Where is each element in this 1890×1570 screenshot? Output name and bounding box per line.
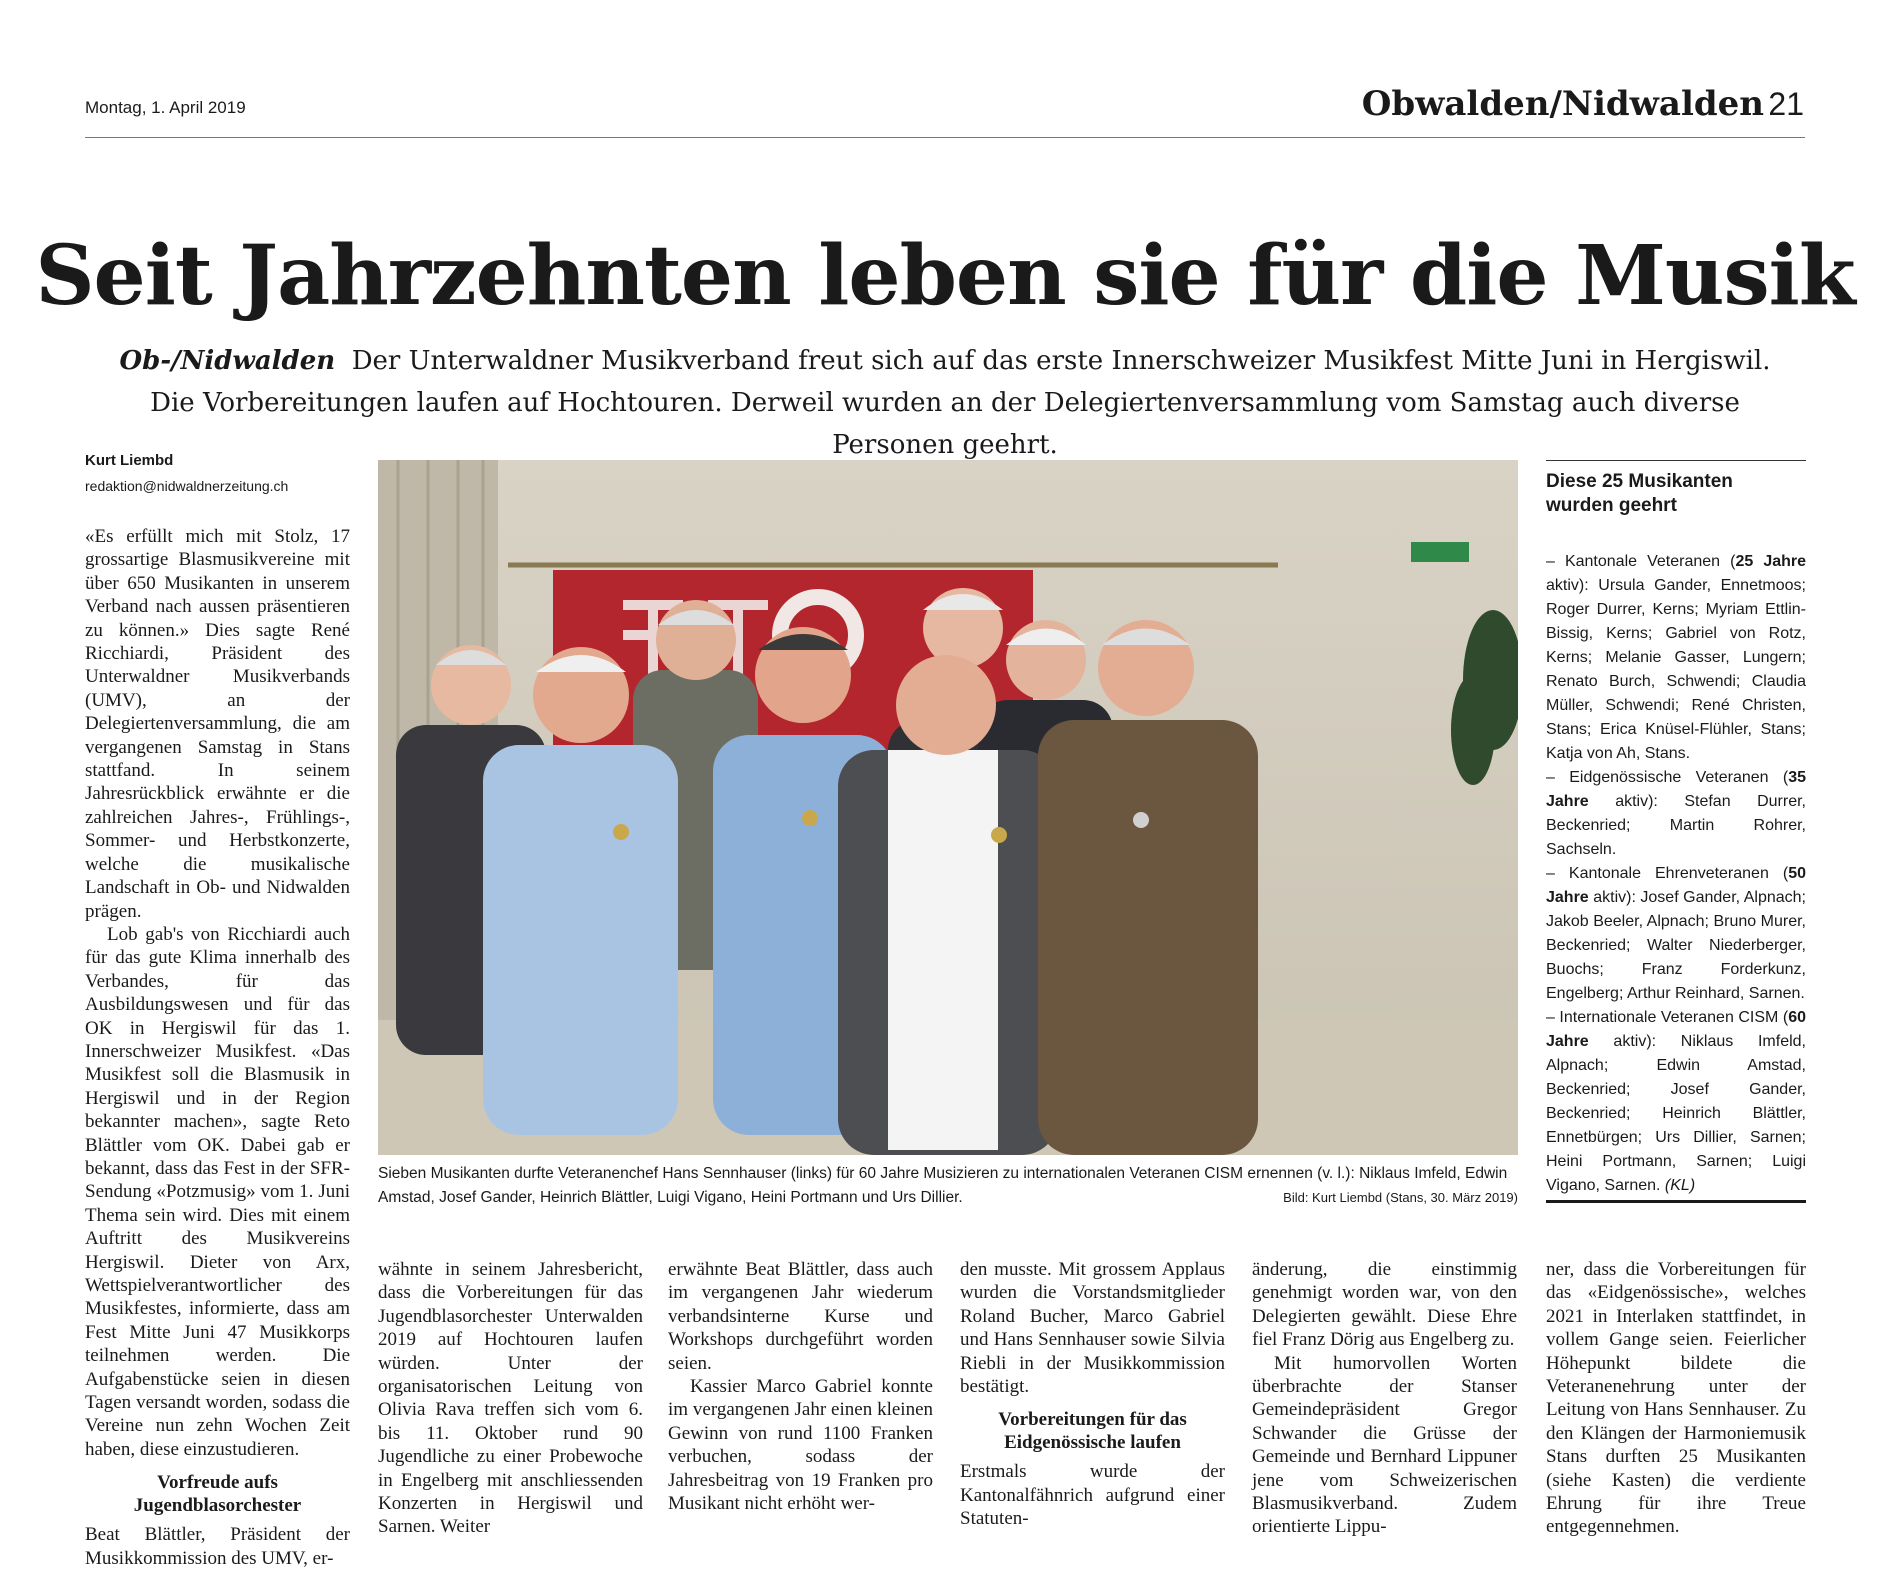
paragraph: Beat Blättler, Präsident der Musikkommission des UMV, er- — [85, 1524, 350, 1569]
box-rule — [1546, 1200, 1806, 1203]
paragraph: Mit humorvollen Worten überbrachte der Stanser Gemeindepräsident Gregor Schwander die Grüsse der Gemeinde und Bernhard Lippuner jene vom Schweizerischen Blasmusikverband. Zudem orientierte Lippu- — [1252, 1352, 1517, 1538]
honoree-group: – Kantonale Ehrenveteranen (50 Jahre aktiv): Josef Gander, Alpnach; Jakob Beeler, Alpnach; Bruno Murer, Beckenried; Walter Niederberger, Buochs; Franz Forderkunz, Engelberg; Arthur Reinhard, Sarnen. — [1546, 865, 1806, 1002]
author-email[interactable]: redaktion@nidwaldnerzeitung.ch — [85, 478, 289, 494]
medal-icon — [991, 827, 1007, 843]
honorees-box — [1546, 550, 1806, 1198]
paragraph: den musste. Mit grossem Applaus wurden die Vorstandsmitglieder Roland Bucher, Marco Gabriel und Hans Sennhauser sowie Silvia Riebli in der Musikkommission bestätigt. — [960, 1259, 1225, 1398]
paragraph: wähnte in seinem Jahresbericht, dass die Vorbereitungen für das Jugendblasorchester Unterwalden 2019 auf Hochtouren laufen würden. Unter der organisatorischen Leitung von Olivia Rava treffen sich vom 6. bis 11. Oktober rund 90 Jugendliche zu einer Probewoche in Engelberg mit anschliessenden Konzerten in Hergiswil und Sarnen. Weiter — [378, 1259, 643, 1538]
paragraph: erwähnte Beat Blättler, dass auch im vergangenen Jahr wiederum verbandsinterne Kurse und Workshops durchgeführt worden seien. — [668, 1259, 933, 1374]
page-number: 21 — [1768, 86, 1804, 122]
group-photo — [378, 460, 1518, 1155]
photo-caption — [378, 1162, 1518, 1210]
article-column-6 — [1546, 1258, 1806, 1539]
issue-date: Montag, 1. April 2019 — [85, 98, 246, 117]
article-photo — [378, 460, 1518, 1155]
article-column-4 — [960, 1258, 1225, 1531]
paragraph: änderung, die einstimmig genehmigt worden war, von den Delegierten gewählt. Diese Ehre fiel Franz Dörig aus Engelberg zu. — [1252, 1259, 1517, 1351]
medal-icon — [802, 810, 818, 826]
article-column-3 — [668, 1258, 933, 1515]
header-rule — [85, 137, 1805, 138]
section-title: Obwalden/Nidwalden — [1361, 84, 1764, 124]
subheading: Vorbereitungen für das Eidgenössische laufen — [998, 1409, 1187, 1454]
box-signature: (KL) — [1664, 1177, 1696, 1194]
honoree-group: – Internationale Veteranen CISM (60 Jahre aktiv): Niklaus Imfeld, Alpnach; Edwin Amstad, Beckenried; Josef Gander, Beckenried; Heinrich Blättler, Ennetbürgen; Urs Dillier, Sarnen; Heini Portmann, Sarnen; Luigi Vigano, Sarnen. (KL) — [1546, 1009, 1806, 1194]
paragraph: «Es erfüllt mich mit Stolz, 17 grossartige Blasmusikvereine mit über 650 Musikanten in unserem Verband nach aussen präsentieren zu können.» Dies sagte René Ricchiardi, Präsident des Unterwaldner Musikverbands (UMV), an der Delegiertenversammlung, die am vergangenen Samstag in Stans stattfand. In seinem Jahresrückblick erwähnte er die zahlreichen Jahres-, Frühlings-, Sommer- und Herbstkonzerte, welche die musikalische Landschaft in Ob- und Nidwalden prägen. — [85, 526, 350, 922]
medal-icon — [613, 824, 629, 840]
honoree-group: – Eidgenössische Veteranen (35 Jahre aktiv): Stefan Durrer, Beckenried; Martin Rohrer, Sachseln. — [1546, 769, 1806, 858]
paragraph: Lob gab's von Ricchiardi auch für das gute Klima innerhalb des Verbandes, für das Ausbildungswesen und für das OK in Hergiswil für das 1. Innerschweizer Musikfest. «Das Musikfest soll die Blasmusik in Hergiswil und in der Region bekannter machen», sagte Reto Blättler vom OK. Dabei gab er bekannt, dass das Fest in der SFR-Sendung «Potzmusig» vom 1. Juni Thema sein wird. Dies mit einem Auftritt des Musikvereins Hergiswil. Dieter von Arx, Wettspielverantwortlicher des Musikfestes, informierte, dass am Fest Mitte Juni 47 Musikkorps teilnehmen werden. Die Aufgabenstücke seien in diesen Tagen versandt worden, sodass die Vereine nun zehn Wochen Zeit haben, diese einzustudieren. — [85, 923, 350, 1460]
article-column-1 — [85, 525, 350, 1570]
paragraph: ner, dass die Vorbereitungen für das «Eidgenössische», welches 2021 in Interlaken stattfindet, in vollem Gange seien. Feierlicher Höhepunkt bildete die Veteranenehrung unter der Leitung von Hans Sennhauser. Zu den Klängen der Harmoniemusik Stans durften 25 Musikanten (siehe Kasten) die verdiente Ehrung für ihre Treue entgegennehmen. — [1546, 1259, 1806, 1538]
box-rule — [1546, 460, 1806, 461]
lead-text: Der Unterwaldner Musikverband freut sich auf das erste Innerschweizer Musikfest Mitte Juni in Hergiswil. Die Vorbereitungen laufen auf Hochtouren. Derweil wurden an der Delegiertenversammlung vom Samstag auch diverse Personen geehrt. — [150, 346, 1771, 460]
box-title: Diese 25 Musikanten wurden geehrt — [1546, 471, 1733, 516]
paragraph: Erstmals wurde der Kantonalfähnrich aufgrund einer Statuten- — [960, 1461, 1225, 1530]
exit-sign-icon — [1411, 542, 1469, 562]
lead-paragraph — [115, 340, 1775, 466]
photo-credit: Bild: Kurt Liembd (Stans, 30. März 2019) — [1283, 1190, 1518, 1205]
headline: Seit Jahrzehnten leben sie für die Musik — [35, 228, 1855, 324]
caption-text: Sieben Musikanten durfte Veteranenchef Hans Sennhauser (links) für 60 Jahre Musizieren zu internationalen Veteranen CISM ernennen (v. l.): Niklaus Imfeld, Edwin Amstad, Josef Gander, Heinrich Blättler, Luigi Vigano, Heini Portmann und Urs Dillier. — [378, 1165, 1508, 1206]
subheading: Vorfreude aufs Jugendblasorchester — [133, 1472, 302, 1517]
honoree-group: – Kantonale Veteranen (25 Jahre aktiv): Ursula Gander, Ennetmoos; Roger Durrer, Kerns; Myriam Ettlin-Bissig, Kerns; Gabriel von Rotz, Kerns; Melanie Gasser, Lungern; Renato Burch, Schwendi; Claudia Müller, Schwendi; René Christen, Stans; Erica Knüsel-Flühler, Stans; Katja von Ah, Stans. — [1546, 553, 1807, 762]
lead-kicker: Ob-/Nidwalden — [119, 346, 336, 376]
article-column-5 — [1252, 1258, 1517, 1539]
author-name: Kurt Liembd — [85, 452, 174, 469]
paragraph: Kassier Marco Gabriel konnte im vergangenen Jahr einen kleinen Gewinn von rund 1100 Franken verbuchen, sodass der Jahresbeitrag von 19 Franken pro Musikant nicht erhöht wer- — [668, 1376, 933, 1515]
medal-icon — [1133, 812, 1149, 828]
article-column-2 — [378, 1258, 643, 1539]
